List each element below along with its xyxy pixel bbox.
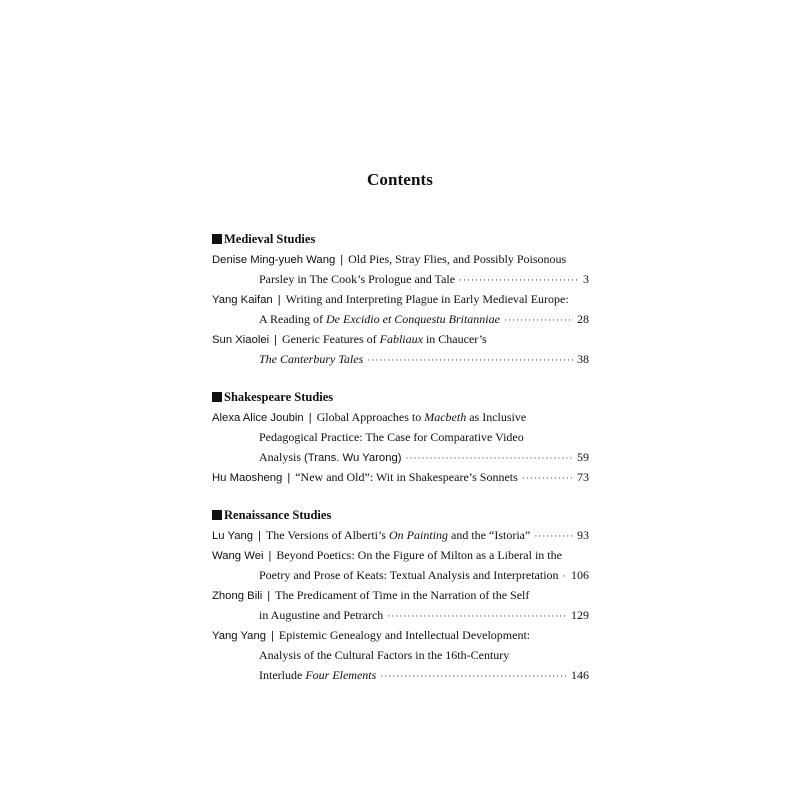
section-heading-label: Shakespeare Studies: [224, 390, 334, 404]
entry-title: Epistemic Genealogy and Intellectual Development:: [278, 628, 531, 642]
entry-author: Hu Maosheng: [212, 472, 283, 484]
entry-heading: [212, 525, 530, 546]
toc-entry-line: [212, 447, 589, 467]
separator-bar-icon: |: [287, 472, 291, 484]
separator-bar-icon: |: [308, 412, 312, 424]
dot-leader: [380, 666, 567, 686]
table-of-contents: [212, 229, 589, 703]
separator-bar-icon: |: [271, 630, 274, 642]
entry-title: “New and Old”: Wit in Shakespeare’s Sonnets: [295, 470, 518, 484]
entry-title-part: Generic Features of: [282, 332, 380, 346]
separator-bar-icon: |: [274, 334, 278, 346]
entry-title-part: Analysis: [259, 450, 304, 464]
entry-title: Poetry and Prose of Keats: Textual Analysis and Interpretation: [259, 568, 559, 582]
translator-note: (Trans. Wu Yarong): [304, 452, 402, 464]
dot-leader: [522, 468, 573, 488]
page-title: Contents: [367, 170, 433, 189]
entry-title: The Predicament of Time in the Narration of the Self: [275, 588, 530, 602]
page-number: 28: [577, 312, 589, 326]
entry-author: Denise Ming-yueh Wang: [212, 254, 336, 266]
entry-title-part: in Chaucer’s: [422, 332, 487, 346]
toc-entry-line: [212, 427, 589, 447]
section-shakespeare-studies: [212, 387, 589, 487]
entry-author: Wang Wei: [212, 550, 264, 562]
entry-author: Yang Yang: [212, 630, 267, 642]
toc-entry-line: [212, 585, 589, 605]
entry-title-part: Global Approaches to: [316, 410, 425, 424]
page-number: 59: [577, 450, 589, 464]
entry-title: Writing and Interpreting Plague in Early Medieval Europe:: [285, 292, 569, 306]
black-square-icon: [212, 392, 222, 402]
page-number: 93: [577, 528, 589, 542]
entry-title: Analysis of the Cultural Factors in the 16th-Century: [259, 648, 510, 662]
entry-title-italic: De Excidio et Conquestu Britanniae: [326, 312, 500, 326]
section-heading: [212, 229, 589, 249]
dot-leader: [534, 526, 573, 546]
toc-entry-line: [212, 329, 589, 349]
separator-bar-icon: |: [340, 254, 344, 266]
toc-entry-line: [212, 525, 589, 545]
entry-title-italic: Four Elements: [305, 668, 377, 682]
entry-author: Sun Xiaolei: [212, 334, 270, 346]
entry-title: [259, 447, 402, 468]
entry-title-part: and the “Istoria”: [448, 528, 531, 542]
toc-entry-line: [212, 407, 589, 427]
dot-leader: [504, 310, 573, 330]
separator-bar-icon: |: [267, 590, 271, 602]
entry-heading: [212, 467, 518, 488]
section-heading: [212, 387, 589, 407]
entry-title-italic: On Painting: [389, 528, 449, 542]
entry-title-part: Interlude: [259, 668, 306, 682]
toc-entry-line: [212, 349, 589, 369]
page-number: 146: [571, 668, 589, 682]
dot-leader: [406, 448, 573, 468]
entry-title-italic: The Canterbury Tales: [259, 352, 364, 366]
entry-author: Zhong Bili: [212, 590, 263, 602]
toc-entry-line: [212, 467, 589, 487]
entry-title-part: as Inclusive: [466, 410, 527, 424]
dot-leader: [459, 270, 579, 290]
entry-title: in Augustine and Petrarch: [259, 608, 384, 622]
page-number: 73: [577, 470, 589, 484]
page-number: 129: [571, 608, 589, 622]
black-square-icon: [212, 510, 222, 520]
entry-title-part: The Versions of Alberti’s: [265, 528, 390, 542]
section-renaissance-studies: [212, 505, 589, 685]
dot-leader: [563, 566, 567, 586]
entry-title: Beyond Poetics: On the Figure of Milton as a Liberal in the: [276, 548, 562, 562]
toc-entry-line: [212, 545, 589, 565]
entry-author: Yang Kaifan: [212, 294, 273, 306]
entry-title-part: A Reading of: [259, 312, 326, 326]
page-number: 3: [583, 272, 589, 286]
separator-bar-icon: |: [277, 294, 281, 306]
section-heading-label: Renaissance Studies: [224, 508, 332, 522]
toc-entry-line: [212, 645, 589, 665]
toc-entry-line: [212, 249, 589, 269]
entry-title: Pedagogical Practice: The Case for Comparative Video: [259, 430, 524, 444]
dot-leader: [387, 606, 567, 626]
separator-bar-icon: |: [258, 530, 261, 542]
entry-title: Parsley in The Cook’s Prologue and Tale: [259, 272, 456, 286]
toc-entry-line: [212, 625, 589, 645]
entry-title: [259, 309, 500, 329]
toc-entry-line: [212, 289, 589, 309]
black-square-icon: [212, 234, 222, 244]
section-heading-label: Medieval Studies: [224, 232, 316, 246]
toc-entry-line: [212, 309, 589, 329]
entry-title-italic: Macbeth: [424, 410, 467, 424]
toc-entry-line: [212, 565, 589, 585]
section-medieval-studies: [212, 229, 589, 369]
page-number: 106: [571, 568, 589, 582]
entry-title: [317, 410, 527, 424]
toc-entry-line: [212, 269, 589, 289]
entry-author: Alexa Alice Joubin: [212, 412, 304, 424]
section-heading: [212, 505, 589, 525]
entry-title-italic: Fabliaux: [379, 332, 423, 346]
dot-leader: [367, 350, 573, 370]
entry-author: Lu Yang: [212, 530, 254, 542]
entry-title: [282, 332, 487, 346]
toc-entry-line: [212, 605, 589, 625]
entry-title: Old Pies, Stray Flies, and Possibly Poisonous: [348, 252, 567, 266]
toc-entry-line: [212, 665, 589, 685]
entry-title: [259, 665, 376, 685]
page-number: 38: [577, 352, 589, 366]
separator-bar-icon: |: [268, 550, 272, 562]
